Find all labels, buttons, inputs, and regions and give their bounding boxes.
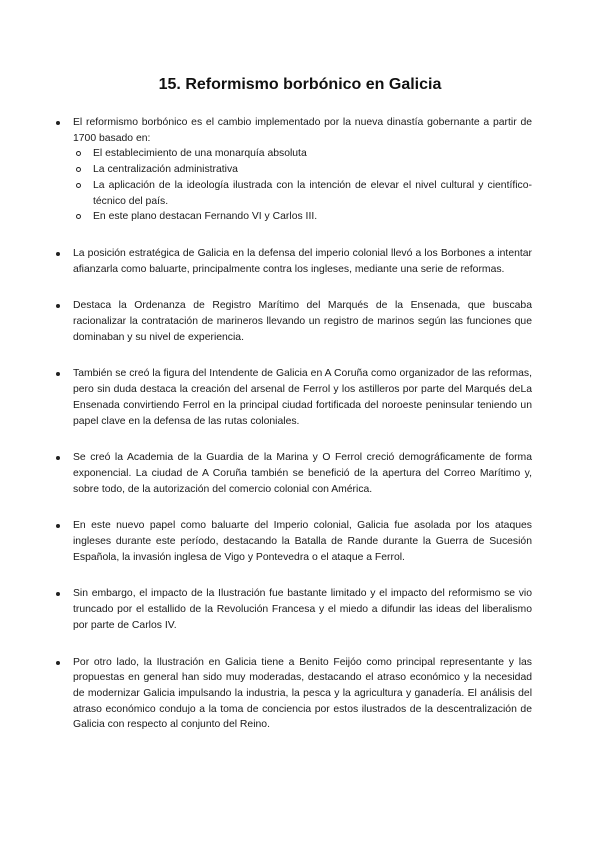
list-item	[56, 298, 532, 345]
list-item-text: Se creó la Academia de la Guardia de la Marina y O Ferrol creció demográficamente de forma exponencial. La ciudad de A Coruña también se benefició de la apertura del Correo Marítimo y, sobre todo, de la autorización del comercio colonial con América.	[73, 452, 532, 495]
bullet-icon	[56, 524, 60, 528]
list-item	[56, 366, 532, 429]
document-body	[56, 115, 532, 754]
list-item-text: El reformismo borbónico es el cambio implementado por la nueva dinastía gobernante a partir de 1700 basado en:	[73, 117, 532, 144]
circle-bullet-icon	[76, 151, 81, 156]
bullet-icon	[56, 121, 60, 125]
list-item-text: Sin embargo, el impacto de la Ilustración fue bastante limitado y el impacto del reformismo se vio truncado por el estallido de la Revolución Francesa y el miedo a difundir las ideas del liberalismo por parte de Carlos IV.	[73, 588, 532, 631]
page-title: 15. Reformismo borbónico en Galicia	[158, 76, 442, 93]
list-item-text: Por otro lado, la Ilustración en Galicia tiene a Benito Feijóo como principal representante y las propuestas en general han sido muy moderadas, destacando el atraso económico y la necesidad de modernizar Galicia impulsando la industria, la pesca y la agricultura y ganadería. El análisis del atraso económico condujo a la toma de conciencia por estos ilustrados de la descentralización de Galicia con respecto al conjunto del Reino.	[73, 656, 532, 731]
bullet-icon	[56, 592, 60, 596]
sub-list-item: La aplicación de la ideología ilustrada con la intención de elevar el nivel cultural y científico-técnico del país.	[73, 178, 532, 209]
list-item-text: La posición estratégica de Galicia en la defensa del imperio colonial llevó a los Borbones a intentar afianzarla como baluarte, principalmente contra los ingleses, mediante una serie de reformas.	[73, 247, 532, 275]
list-item	[56, 518, 532, 565]
sub-list-item: La centralización administrativa	[73, 162, 532, 178]
bullet-list	[56, 115, 532, 733]
list-item-text: También se creó la figura del Intendente de Galicia en A Coruña como organizador de las reformas, pero sin duda destaca la creación del arsenal de Ferrol y los astilleros por parte del Marqués deLa Ensenada convirtiendo Ferrol en la principal ciudad fortificada del noroeste peninsular teniendo un papel clave en la defensa de las rutas coloniales.	[73, 368, 532, 427]
bullet-icon	[56, 456, 60, 460]
list-item-text: Destaca la Ordenanza de Registro Marítimo del Marqués de la Ensenada, que buscaba racionalizar la contratación de marineros llevando un registro de marinos según las funciones que dominaban y su nivel de experiencia.	[73, 300, 532, 343]
bullet-icon	[56, 252, 60, 256]
list-item	[56, 246, 532, 277]
bullet-icon	[56, 661, 60, 665]
list-item	[56, 655, 532, 734]
circle-bullet-icon	[76, 167, 81, 172]
circle-bullet-icon	[76, 214, 81, 219]
sub-list-item: El establecimiento de una monarquía absoluta	[73, 146, 532, 162]
list-item-text: En este nuevo papel como baluarte del Imperio colonial, Galicia fue asolada por los ataques ingleses durante este período, destacando la Batalla de Rande durante la Guerra de Sucesión Española, la invasión inglesa de Vigo y Pontevedra o el ataque a Ferrol.	[73, 520, 532, 563]
list-item	[56, 450, 532, 497]
list-item	[56, 115, 532, 225]
list-item	[56, 586, 532, 633]
bullet-icon	[56, 304, 60, 308]
sub-list-item: En este plano destacan Fernando VI y Carlos III.	[73, 209, 532, 225]
bullet-icon	[56, 372, 60, 376]
circle-bullet-icon	[76, 183, 81, 188]
sub-list	[73, 146, 532, 225]
